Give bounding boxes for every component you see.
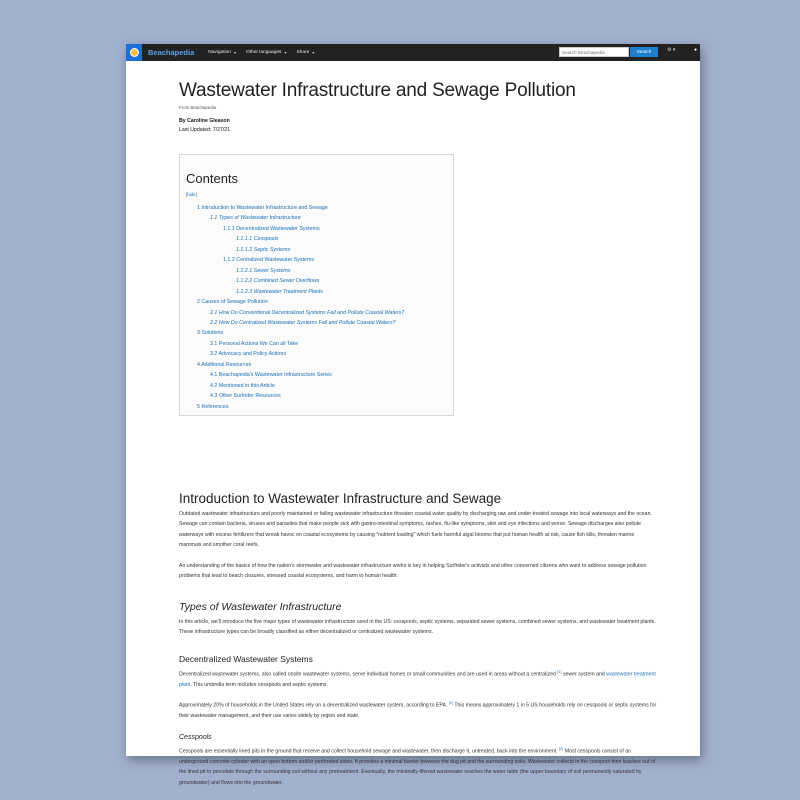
toc-item[interactable]: 4.3 Other Surfrider Resources	[210, 393, 281, 400]
toc-item[interactable]: 1.1.1 Decentralized Wastewater Systems	[223, 225, 320, 232]
chevron-down-icon: ▾	[284, 50, 287, 55]
user-icon[interactable]: ●	[694, 47, 698, 53]
article-source: From Beachapedia	[179, 105, 217, 110]
page-title: Wastewater Infrastructure and Sewage Pollution	[179, 80, 576, 101]
decentralized-paragraph-2: Approximately 20% of households in the United States rely on a decentralized wastewater system, according to EPA. [1] This means approximately 1 in 5 US households rely on cesspools or septic systems for their wastewater management, and their use varies widely by region and state.	[179, 701, 657, 720]
toc-hide-link[interactable]: [hide]	[186, 192, 197, 197]
toc-item[interactable]: 1.1.2.1 Sewer Systems	[236, 267, 291, 274]
section-heading-cesspools: Cesspools	[179, 734, 212, 741]
toc-item[interactable]: 1.1.2 Centralized Wastewater Systems	[223, 257, 315, 264]
types-paragraph: In this article, we'll introduce the five major types of wastewater infrastructure used in the US: cesspools, septic systems, separated sewer systems, combined sewer systems, and wastewater treatment plants. These infrastructure types can be broadly classified as either decentralized or centralized wastewater systems.	[179, 619, 656, 636]
section-heading-intro: Introduction to Wastewater Infrastructure and Sewage	[179, 491, 502, 506]
toc-item[interactable]: 1.1.2.2 Combined Sewer Overflows	[236, 278, 320, 285]
toc-item[interactable]: 5 References	[197, 403, 229, 410]
reference-link[interactable]: [2]	[559, 747, 564, 751]
wastewater-treatment-plant-link[interactable]: wastewater treatment plant	[179, 671, 656, 689]
toc-item[interactable]: 1.1.1.2 Septic Systems	[236, 246, 291, 253]
reference-link[interactable]: [1]	[448, 701, 454, 705]
toc-item[interactable]: 1.1 Types of Wastewater Infrastructure	[210, 215, 301, 222]
toc-item[interactable]: 1.1.1.1 Cesspools	[236, 236, 279, 243]
chevron-down-icon: ▾	[233, 50, 236, 55]
toc-item[interactable]: 3.2 Advocacy and Policy Actions	[210, 351, 286, 358]
nav-menu-navigation[interactable]: Navigation ▾	[208, 50, 236, 55]
brand-link[interactable]: Beachapedia	[148, 48, 195, 57]
toc-item[interactable]: 2.1 How Do Conventional Decentralized Systems Fail and Pollute Coastal Waters?	[210, 309, 405, 316]
beachapedia-logo-icon[interactable]	[126, 44, 142, 61]
article-byline: By Caroline Gleason	[179, 118, 230, 124]
article-content	[179, 61, 659, 786]
decentralized-paragraph-1: Decentralized wastewater systems, also called onsite wastewater systems, serve individual homes or small communities and are used in areas without a centralized [1] sewer system and wastewater treatment plant. This umbrella term includes cesspools and septic systems.	[179, 670, 656, 689]
toc-item[interactable]: 1.1.2.3 Wastewater Treatment Plants	[236, 288, 323, 295]
toc-item[interactable]: 4.2 Mentioned in this Article	[210, 382, 275, 389]
reference-link[interactable]: [1]	[557, 670, 562, 674]
nav-menu-share[interactable]: Share ▾	[296, 50, 315, 55]
settings-icon[interactable]: ⚙ ▾	[667, 47, 676, 53]
nav-menu-other-languages[interactable]: Other languages ▾	[245, 50, 287, 55]
toc-item[interactable]: 3 Solutions	[197, 330, 224, 337]
toc-item[interactable]: 2.2 How Do Centralized Wastewater Systems Fail and Pollute Coastal Waters?	[210, 319, 396, 326]
search-input[interactable]	[559, 47, 629, 57]
top-navbar	[126, 44, 700, 61]
toc-item[interactable]: 4.1 Beachapedia's Wastewater Infrastructure Series	[210, 372, 332, 379]
table-of-contents	[179, 154, 454, 416]
toc-title: Contents	[186, 171, 239, 186]
toc-item[interactable]: 2 Causes of Sewage Pollution	[197, 299, 268, 306]
cesspools-paragraph: Cesspools are essentially lined pits in the ground that receive and collect household sewage and wastewater, then discharge it, untreated, back into the environment. [2] Most cesspools consist of an underground concrete cylinder with an open bottom and/or perforated sides. It provides a minimal barrier between the dug pit and the surrounding soils. Wastewater collects in the cesspool then leaches out of the lined pit to percolate through the surrounding soil without any pretreatment. Eventually, the minimally-filtered wastewater reaches the water table (the upper boundary of soil permanently saturated by groundwater) and flows into the groundwater.	[179, 747, 656, 786]
section-heading-decentralized: Decentralized Wastewater Systems	[179, 654, 313, 664]
toc-item[interactable]: 1 Introduction to Wastewater Infrastructure and Sewage	[197, 205, 328, 211]
browser-page	[126, 44, 700, 786]
chevron-down-icon: ▾	[312, 50, 315, 55]
search-button[interactable]: Search	[630, 47, 658, 57]
article-updated-date: Last Updated: 7/27/21	[179, 127, 231, 133]
toc-item[interactable]: 4 Additional Resources	[197, 361, 252, 368]
intro-paragraph-1: Outdated wastewater infrastructure and poorly maintained or failing wastewater infrastructure threaten coastal water quality by discharging raw and under-treated sewage into local waterways and the ocean. Sewage can contain bacteria, viruses and parasites that make people sick with gastro-intestinal symptoms, rashes, flu-like symptoms, skin and eye infections and worse. Sewage discharges also pollute waterways with excess fertilizers that wreak havoc on coastal ecosystems by causing "nutrient loading" which fuels harmful algal blooms that put human health at risk, cause fish kills, threaten marine mammals and smother coral reefs.	[179, 511, 652, 548]
intro-paragraph-2: An understanding of the basics of how the nation's stormwater and wastewater infrastructure works is key in helping Surfrider's activists and other concerned citizens who want to address sewage pollution problems that lead to beach closures, stressed coastal ecosystems, and harm to human health.	[179, 563, 647, 580]
toc-item[interactable]: 3.1 Personal Actions We Can all Take	[210, 340, 299, 347]
section-heading-types: Types of Wastewater Infrastructure	[179, 601, 342, 613]
